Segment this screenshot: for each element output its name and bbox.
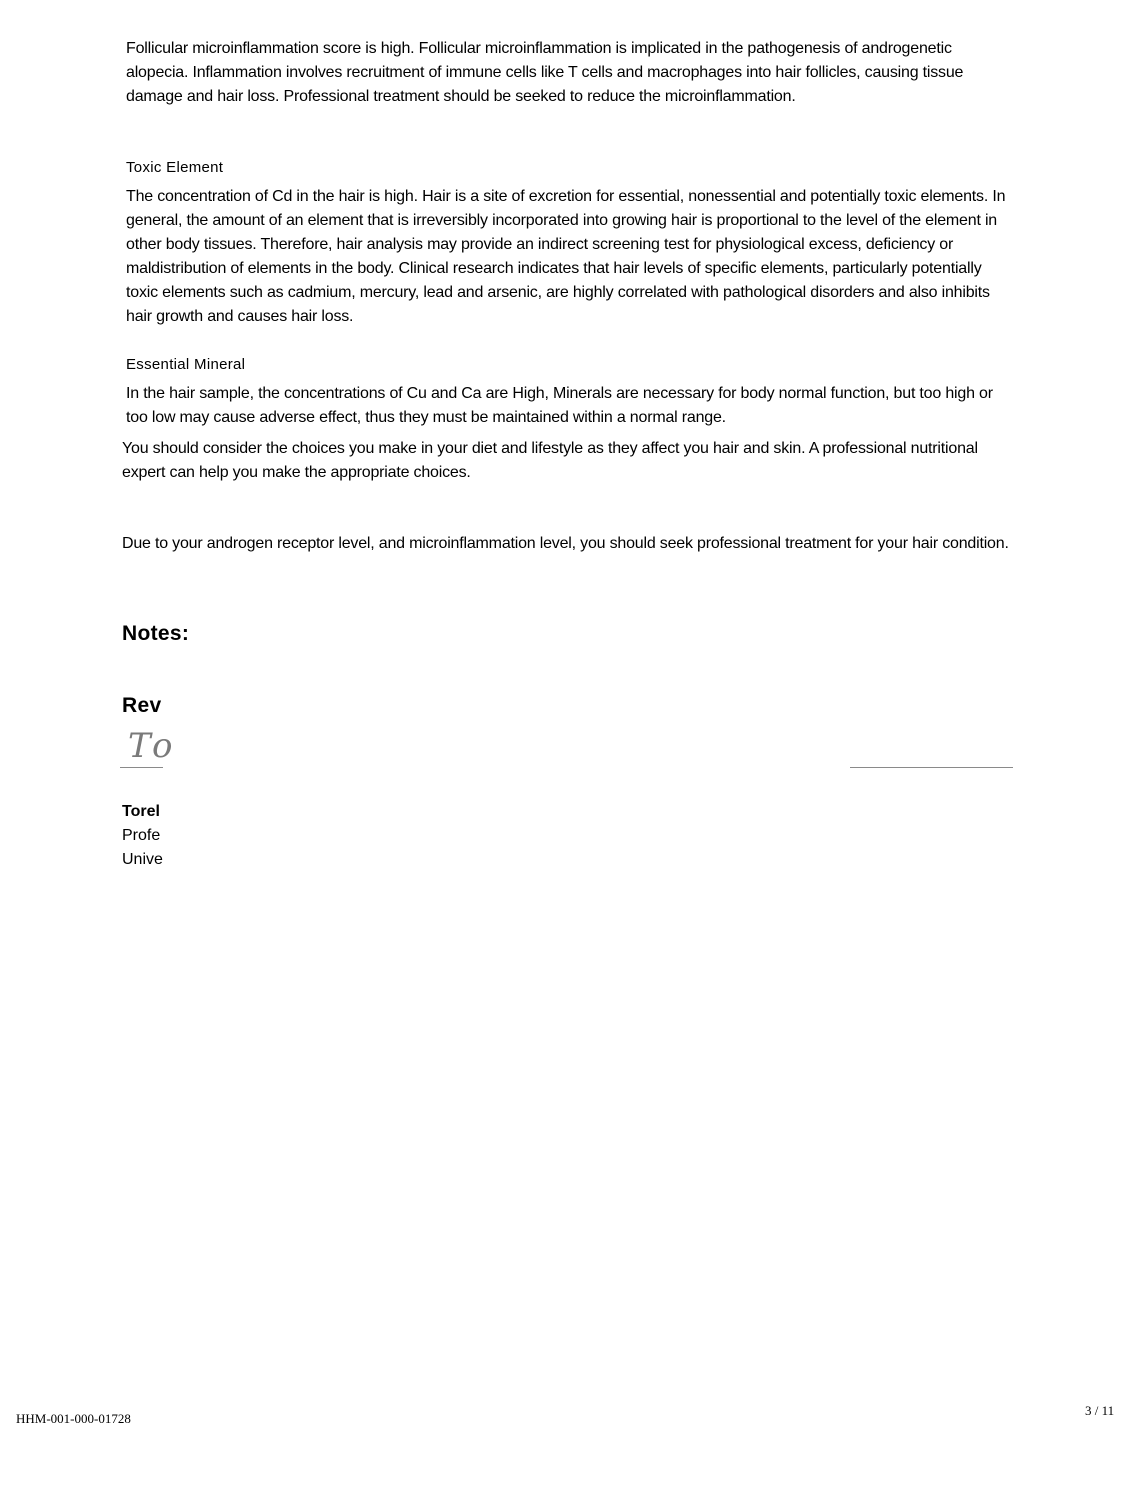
signature-image [122, 726, 177, 766]
notes-heading: Notes: [122, 622, 190, 645]
treatment-advice-paragraph: Due to your androgen receptor level, and microinflammation level, you should seek professional treatment for your hair condition. [122, 535, 1009, 552]
reviewer-heading: Rev [122, 694, 162, 717]
essential-mineral-paragraph: In the hair sample, the concentrations of Cu and Ca are High, Minerals are necessary for body normal function, but too high or too low may cause adverse effect, thus they must be maintained within a normal range. [126, 385, 993, 426]
essential-mineral-heading: Essential Mineral [126, 356, 246, 373]
toxic-element-paragraph: The concentration of Cd in the hair is high. Hair is a site of excretion for essential, nonessential and potentially toxic elements. In general, the amount of an element that is irreversibly incorporated into growing hair is proportional to the level of the element in other body tissues. Therefore, hair analysis may provide an indirect screening test for physiological excess, deficiency or maldistribution of elements in the body. Clinical research indicates that hair levels of specific elements, particularly potentially toxic elements such as cadmium, mercury, lead and arsenic, are highly correlated with pathological disorders and also inhibits hair growth and causes hair loss. [126, 188, 1006, 325]
reviewer-title: Profe [122, 827, 161, 844]
microinflammation-paragraph: Follicular microinflammation score is high. Follicular microinflammation is implicated in the pathogenesis of androgenetic alopecia. Inflammation involves recruitment of immune cells like T cells and macrophages into hair follicles, causing tissue damage and hair loss. Professional treatment should be seeked to reduce the microinflammation. [126, 40, 964, 105]
diet-advice-paragraph: You should consider the choices you make in your diet and lifestyle as they affect you hair and skin. A professional nutritional expert can help you make the appropriate choices. [122, 440, 978, 481]
document-id: HHM-001-000-01728 [16, 1411, 131, 1426]
reviewer-name: Torel [122, 803, 160, 820]
signature-line-right [850, 767, 1013, 768]
signature-handwriting: To [128, 726, 177, 766]
reviewer-affiliation: Unive [122, 851, 163, 868]
page-indicator: 3 / 11 [1085, 1403, 1115, 1418]
signature-line-left [120, 767, 163, 768]
toxic-element-heading: Toxic Element [126, 159, 224, 176]
